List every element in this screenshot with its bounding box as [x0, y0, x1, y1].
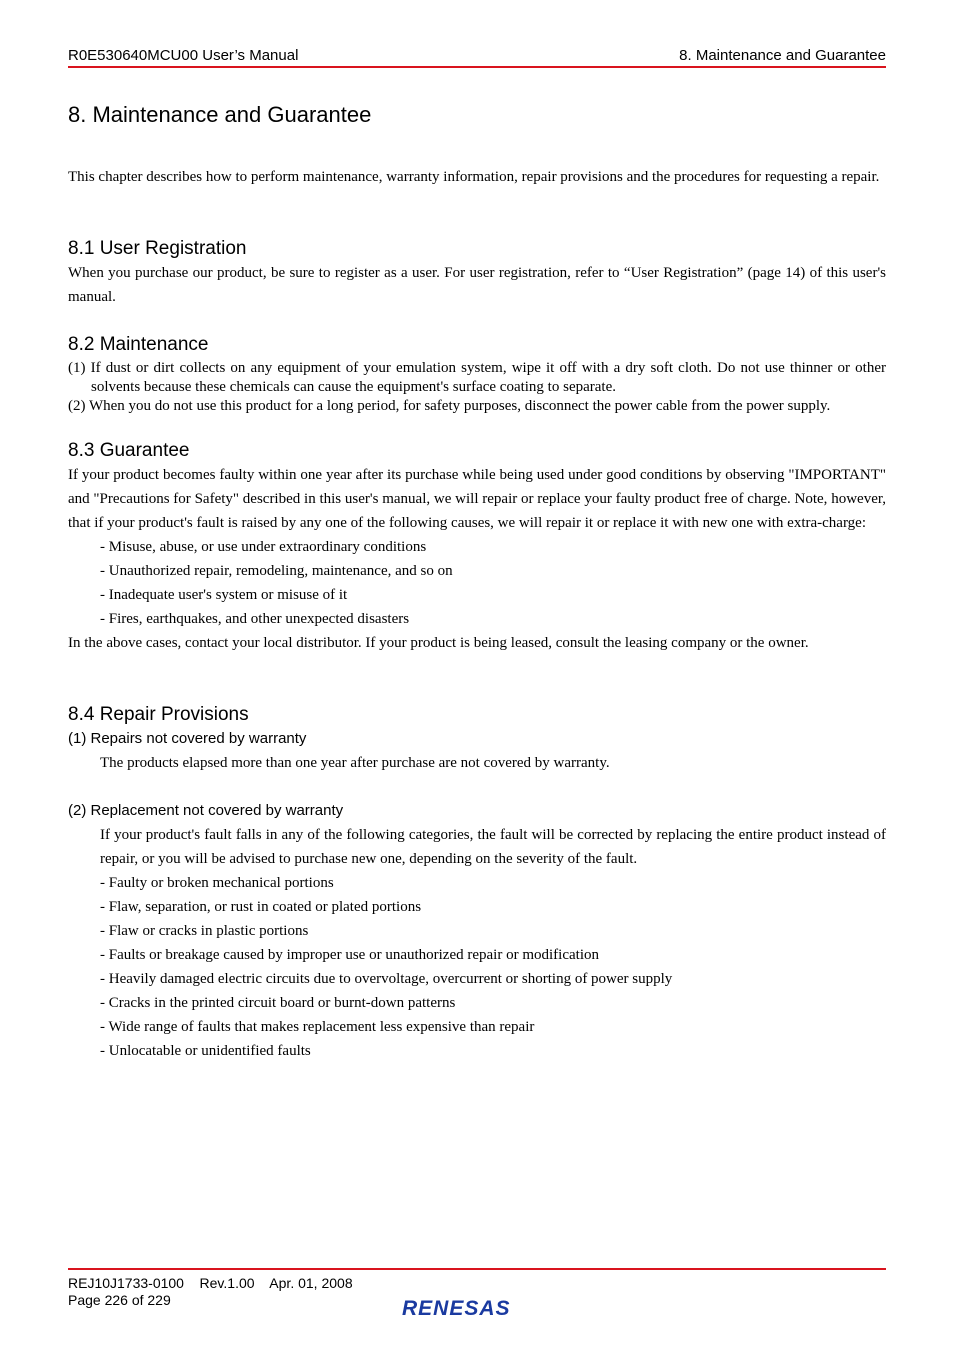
list-item: (2) When you do not use this product for a long period, for safety purposes, disconnect the power cable from the power supply.	[68, 398, 831, 414]
list-item: - Fires, earthquakes, and other unexpected disasters	[100, 611, 410, 627]
chapter-title: 8. Maintenance and Guarantee	[68, 102, 372, 127]
intro-paragraph: This chapter describes how to perform maintenance, warranty information, repair provisions and the procedures for requesting a repair.	[68, 169, 880, 185]
guarantee-causes-list	[68, 535, 886, 631]
footer-page-number: Page 226 of 229	[68, 1292, 171, 1308]
list-item: - Flaw, separation, or rust in coated or plated portions	[100, 899, 422, 915]
list-item: - Cracks in the printed circuit board or burnt-down patterns	[100, 995, 456, 1011]
list-item: - Wide range of faults that makes replacement less expensive than repair	[100, 1019, 535, 1035]
list-item: (1) If dust or dirt collects on any equipment of your emulation system, wipe it off with a dry soft cloth. Do not use thinner or other solvents because these chemicals can cause the equipment's surface coating to separate.	[68, 360, 886, 395]
section-title: 8.3 Guarantee	[68, 440, 190, 461]
section-maintenance	[68, 333, 886, 416]
guarantee-closing: In the above cases, contact your local distributor. If your product is being leased, consult the leasing company or the owner.	[68, 635, 809, 651]
header-manual-title: R0E530640MCU00 User’s Manual	[68, 47, 299, 64]
list-item: - Heavily damaged electric circuits due to overvoltage, overcurrent or shorting of power supply	[100, 971, 673, 987]
list-item: - Unlocatable or unidentified faults	[100, 1043, 311, 1059]
section-body: When you purchase our product, be sure to register as a user. For user registration, refer to “User Registration” (page 14) of this user's manual.	[68, 265, 886, 305]
section-title: 8.1 User Registration	[68, 238, 247, 259]
subsection-title: (1) Repairs not covered by warranty	[68, 730, 307, 747]
section-user-registration	[68, 237, 886, 309]
list-item: - Misuse, abuse, or use under extraordinary conditions	[100, 539, 427, 555]
section-body: If your product becomes faulty within one year after its purchase while being used under good conditions by observing "IMPORTANT" and "Precautions for Safety" described in this user's manual, we will repair or replace your faulty product free of charge. Note, however, that if your product's fault is raised by any one of the following causes, we will repair it or replace it with new one with extra-charge:	[68, 467, 886, 531]
renesas-logo-icon	[402, 1296, 552, 1320]
list-item: - Unauthorized repair, remodeling, maintenance, and so on	[100, 563, 453, 579]
chapter-intro	[68, 165, 886, 189]
maintenance-list	[68, 359, 886, 416]
section-guarantee	[68, 439, 886, 655]
subsection-body: The products elapsed more than one year after purchase are not covered by warranty.	[100, 755, 610, 771]
footer-doc-id: REJ10J1733-0100 Rev.1.00 Apr. 01, 2008	[68, 1275, 353, 1291]
renesas-logo	[402, 1296, 552, 1325]
logo-wordmark: RENESAS	[402, 1297, 511, 1320]
footer-info	[68, 1275, 353, 1309]
header-rule	[68, 66, 886, 68]
list-item: - Faulty or broken mechanical portions	[100, 875, 334, 891]
subsection-body: If your product's fault falls in any of the following categories, the fault will be corrected by replacing the entire product instead of repair, or you will be advised to purchase new one, depending on the severity of the fault.	[100, 827, 886, 867]
section-title: 8.2 Maintenance	[68, 334, 209, 355]
footer-rule	[68, 1268, 886, 1270]
replacement-list	[68, 871, 886, 1063]
section-repair-provisions	[68, 703, 886, 1063]
list-item: - Inadequate user's system or misuse of it	[100, 587, 348, 603]
list-item: - Flaw or cracks in plastic portions	[100, 923, 309, 939]
list-item: - Faults or breakage caused by improper use or unauthorized repair or modification	[100, 947, 599, 963]
header-chapter-title: 8. Maintenance and Guarantee	[679, 47, 886, 64]
subsection-title: (2) Replacement not covered by warranty	[68, 802, 344, 819]
section-title: 8.4 Repair Provisions	[68, 704, 249, 725]
